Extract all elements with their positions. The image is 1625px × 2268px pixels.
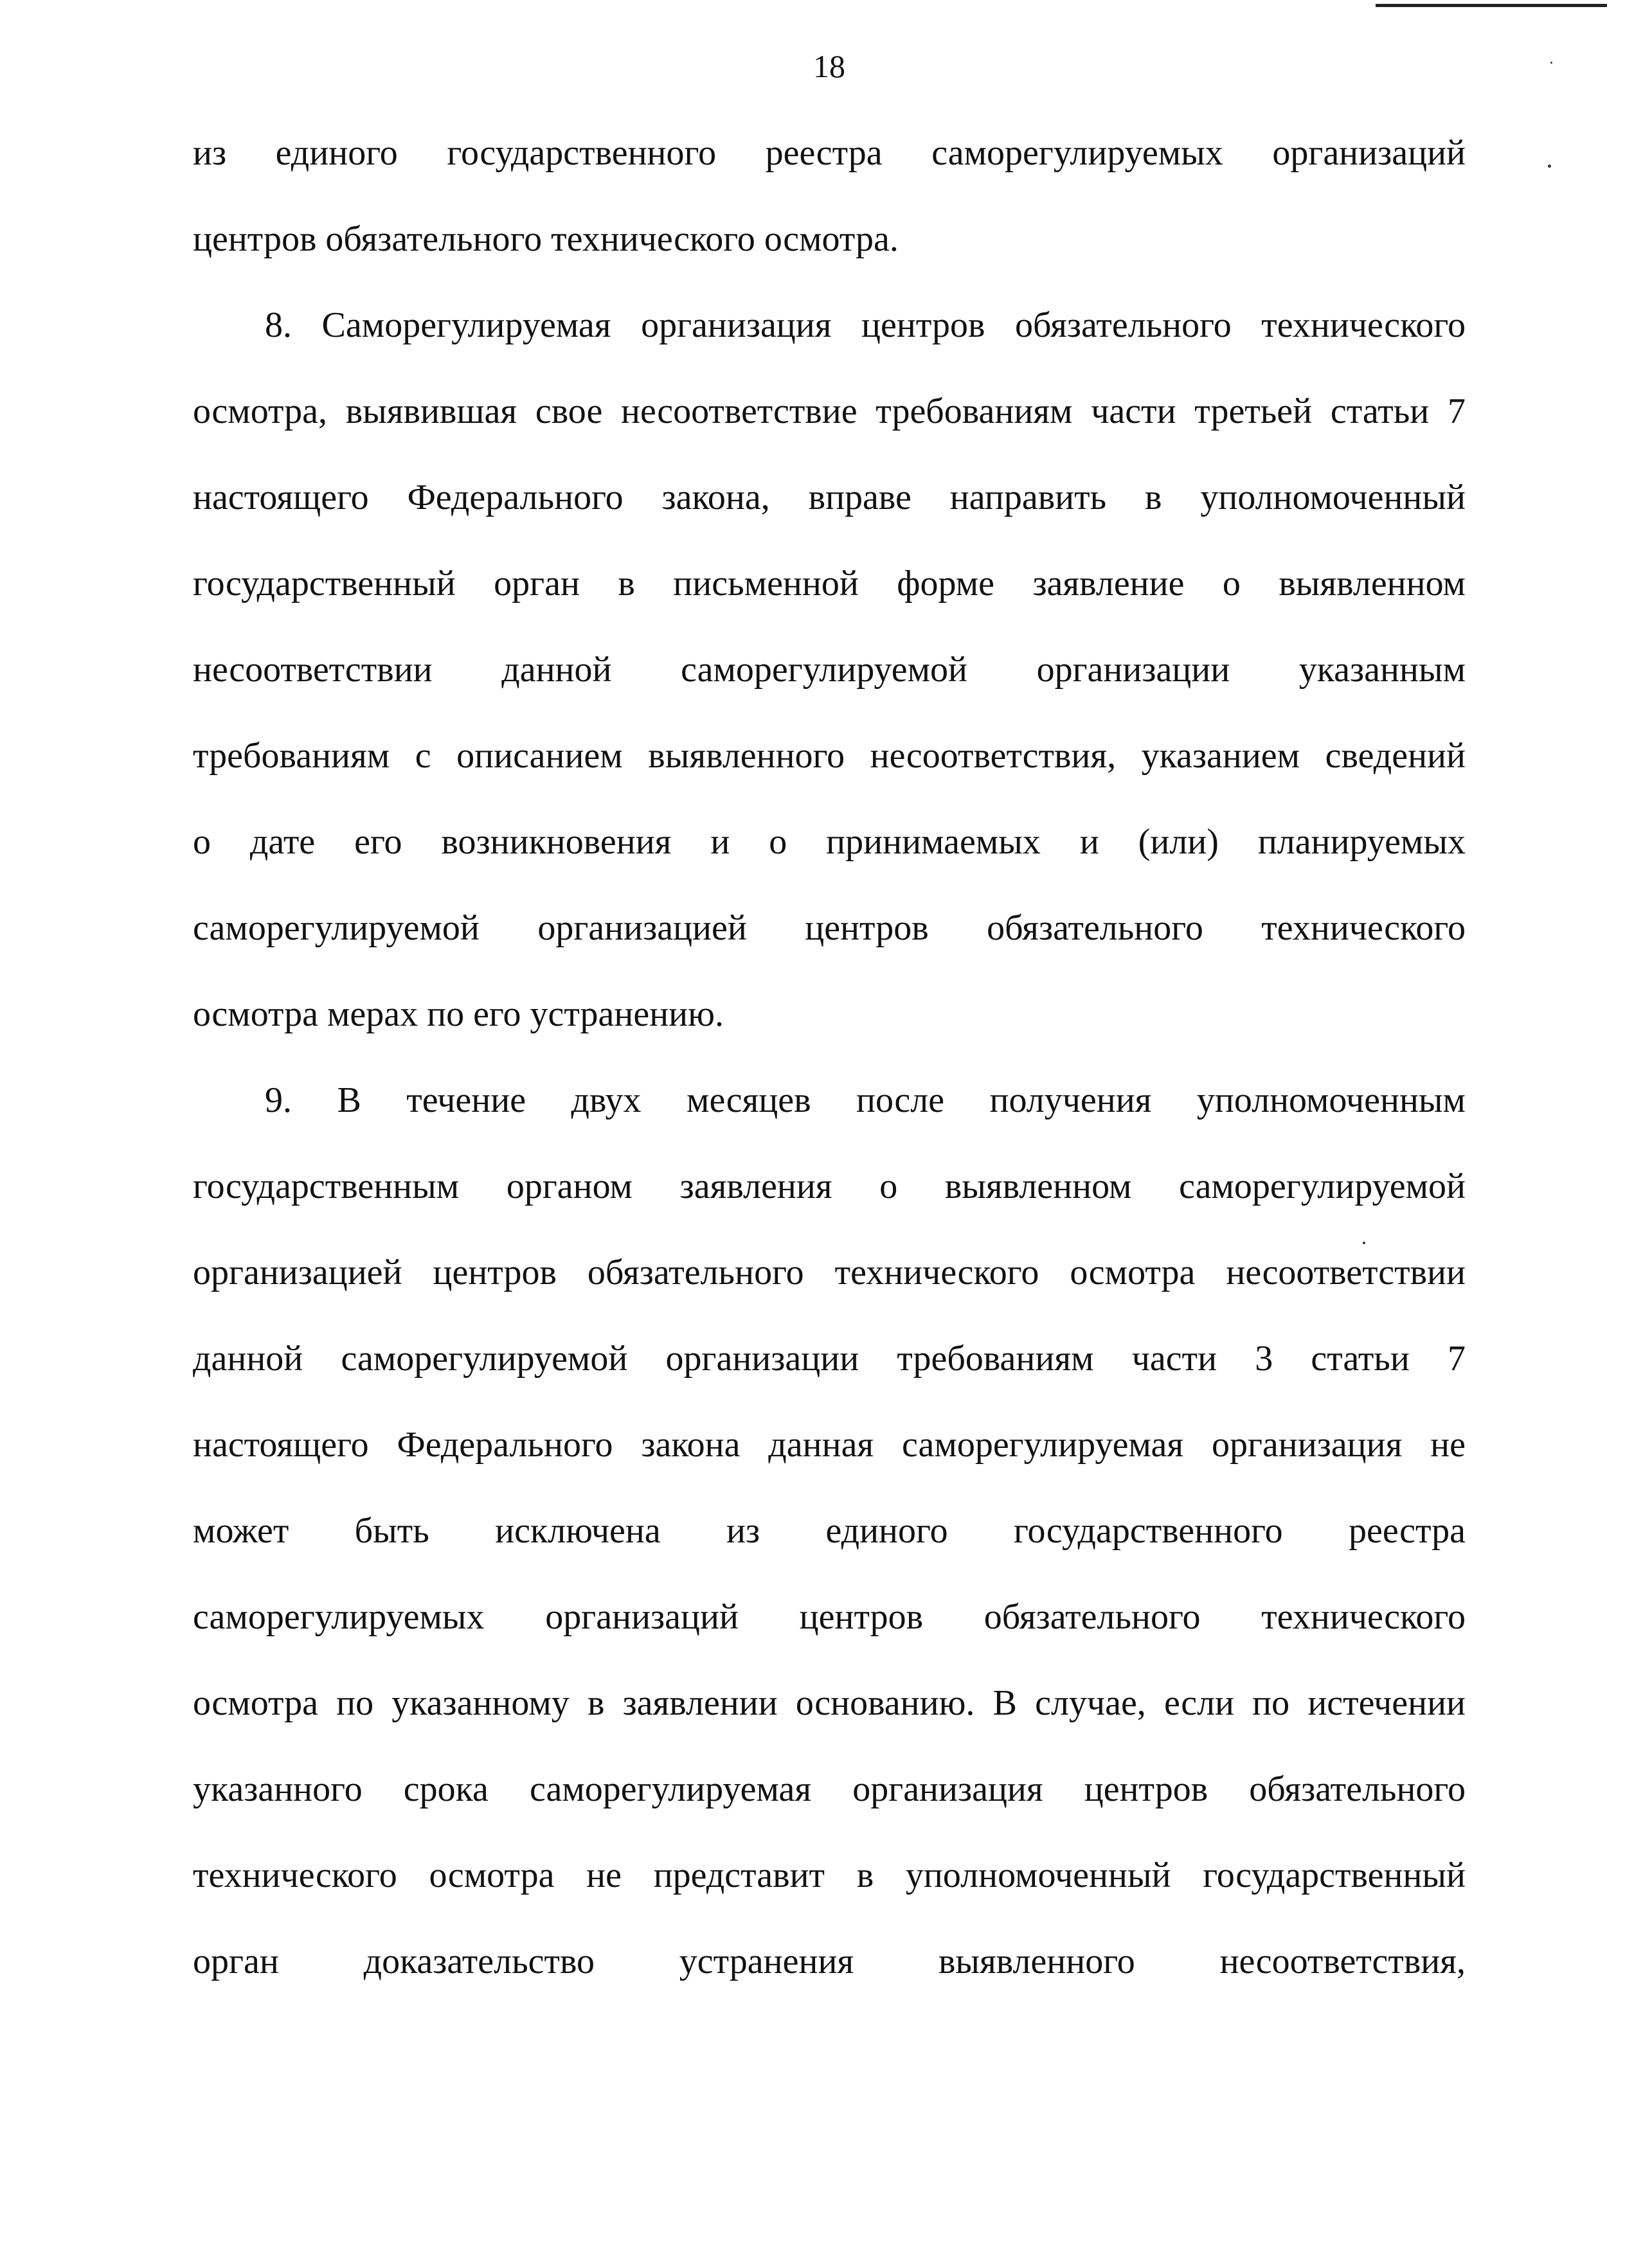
text-line: настоящего Федерального закона данная саморегулируемая организация не	[193, 1425, 1466, 1465]
paragraph-9-start: 9. В течение двух месяцев после получения уполномоченным	[265, 1080, 1466, 1120]
page-number: 18	[813, 48, 845, 84]
text-line: данной саморегулируемой организации требованиям части 3 статьи 7	[193, 1339, 1466, 1379]
text-line: указанного срока саморегулируемая организация центров обязательного	[193, 1769, 1466, 1809]
text-line: может быть исключена из единого государственного реестра	[193, 1511, 1466, 1551]
text-line: государственный орган в письменной форме заявление о выявленном	[193, 564, 1466, 603]
corner-rule	[1376, 4, 1607, 7]
text-line: орган доказательство устранения выявленного несоответствия,	[193, 1942, 1466, 1981]
scan-speck	[1550, 62, 1552, 64]
text-line: саморегулируемой организацией центров обязательного технического	[193, 908, 1466, 948]
text-line: о дате его возникновения и о принимаемых и (или) планируемых	[193, 822, 1466, 862]
text-line: из единого государственного реестра саморегулируемых организаций	[193, 133, 1466, 173]
text-line: организацией центров обязательного технического осмотра несоответствии	[193, 1253, 1466, 1292]
text-line: осмотра мерах по его устранению.	[193, 994, 724, 1034]
text-line: технического осмотра не представит в уполномоченный государственный	[193, 1855, 1466, 1895]
text-line: осмотра по указанному в заявлении основанию. В случае, если по истечении	[193, 1683, 1466, 1723]
scan-speck	[1548, 165, 1551, 168]
text-line: требованиям с описанием выявленного несоответствия, указанием сведений	[193, 736, 1466, 776]
paragraph-8-start: 8. Саморегулируемая организация центров обязательного технического	[265, 305, 1466, 345]
text-line: государственным органом заявления о выявленном саморегулируемой	[193, 1166, 1466, 1206]
text-line: настоящего Федерального закона, вправе направить в уполномоченный	[193, 478, 1466, 517]
text-line: центров обязательного технического осмотра.	[193, 219, 899, 259]
text-line: осмотра, выявившая свое несоответствие требованиям части третьей статьи 7	[193, 391, 1466, 431]
scan-speck	[1363, 1242, 1365, 1244]
text-line: несоответствии данной саморегулируемой организации указанным	[193, 650, 1466, 690]
text-line: саморегулируемых организаций центров обязательного технического	[193, 1597, 1466, 1637]
